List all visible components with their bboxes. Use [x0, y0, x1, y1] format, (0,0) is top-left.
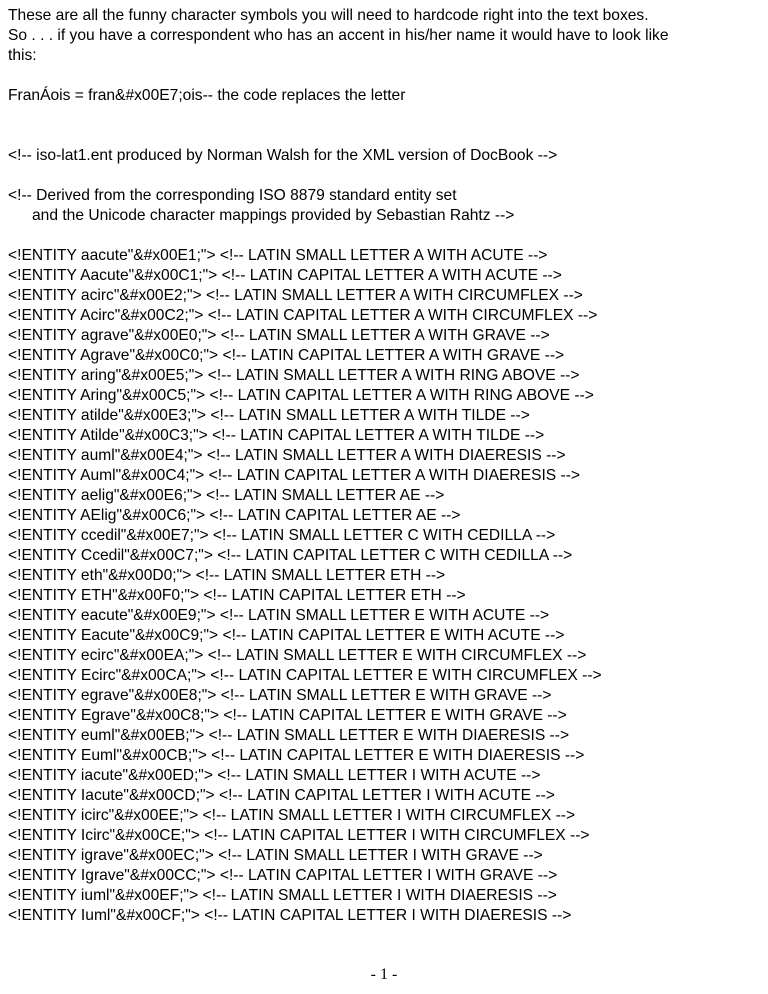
entity-line: <!ENTITY Aacute"&#x00C1;"> <!-- LATIN CAPITAL LETTER A WITH ACUTE -->	[8, 267, 562, 284]
example-line: FranÁois = fran&#x00E7;ois-- the code replaces the letter	[8, 87, 406, 104]
entity-list	[8, 246, 760, 926]
intro-line: These are all the funny character symbols you will need to hardcode right into the text boxes.	[8, 7, 649, 24]
page-number: - 1 -	[370, 966, 398, 983]
entity-line: <!ENTITY Iacute"&#x00CD;"> <!-- LATIN CAPITAL LETTER I WITH ACUTE -->	[8, 787, 555, 804]
entity-line: <!ENTITY igrave"&#x00EC;"> <!-- LATIN SMALL LETTER I WITH GRAVE -->	[8, 847, 543, 864]
entity-line: <!ENTITY eacute"&#x00E9;"> <!-- LATIN SMALL LETTER E WITH ACUTE -->	[8, 607, 550, 624]
entity-line: <!ENTITY ETH"&#x00F0;"> <!-- LATIN CAPITAL LETTER ETH -->	[8, 587, 466, 604]
entity-line: <!ENTITY euml"&#x00EB;"> <!-- LATIN SMALL LETTER E WITH DIAERESIS -->	[8, 727, 570, 744]
entity-line: <!ENTITY aelig"&#x00E6;"> <!-- LATIN SMALL LETTER AE -->	[8, 487, 445, 504]
produced-by-comment: <!-- iso-lat1.ent produced by Norman Walsh for the XML version of DocBook -->	[8, 147, 558, 164]
entity-line: <!ENTITY Agrave"&#x00C0;"> <!-- LATIN CAPITAL LETTER A WITH GRAVE -->	[8, 347, 565, 364]
entity-line: <!ENTITY acirc"&#x00E2;"> <!-- LATIN SMALL LETTER A WITH CIRCUMFLEX -->	[8, 287, 583, 304]
intro-line: this:	[8, 47, 37, 64]
entity-line: <!ENTITY Atilde"&#x00C3;"> <!-- LATIN CAPITAL LETTER A WITH TILDE -->	[8, 427, 545, 444]
entity-line: <!ENTITY ecirc"&#x00EA;"> <!-- LATIN SMALL LETTER E WITH CIRCUMFLEX -->	[8, 647, 587, 664]
derived-comment: and the Unicode character mappings provided by Sebastian Rahtz -->	[32, 207, 515, 224]
intro-line: So . . . if you have a correspondent who has an accent in his/her name it would have to look like	[8, 27, 669, 44]
entity-line: <!ENTITY ccedil"&#x00E7;"> <!-- LATIN SMALL LETTER C WITH CEDILLA -->	[8, 527, 556, 544]
entity-line: <!ENTITY Ccedil"&#x00C7;"> <!-- LATIN CAPITAL LETTER C WITH CEDILLA -->	[8, 547, 573, 564]
entity-line: <!ENTITY auml"&#x00E4;"> <!-- LATIN SMALL LETTER A WITH DIAERESIS -->	[8, 447, 566, 464]
entity-line: <!ENTITY Ecirc"&#x00CA;"> <!-- LATIN CAPITAL LETTER E WITH CIRCUMFLEX -->	[8, 667, 602, 684]
entity-line: <!ENTITY Igrave"&#x00CC;"> <!-- LATIN CAPITAL LETTER I WITH GRAVE -->	[8, 867, 558, 884]
entity-line: <!ENTITY Acirc"&#x00C2;"> <!-- LATIN CAPITAL LETTER A WITH CIRCUMFLEX -->	[8, 307, 598, 324]
entity-line: <!ENTITY Eacute"&#x00C9;"> <!-- LATIN CAPITAL LETTER E WITH ACUTE -->	[8, 627, 565, 644]
entity-line: <!ENTITY aring"&#x00E5;"> <!-- LATIN SMALL LETTER A WITH RING ABOVE -->	[8, 367, 580, 384]
entity-line: <!ENTITY iuml"&#x00EF;"> <!-- LATIN SMALL LETTER I WITH DIAERESIS -->	[8, 887, 557, 904]
entity-line: <!ENTITY Auml"&#x00C4;"> <!-- LATIN CAPITAL LETTER A WITH DIAERESIS -->	[8, 467, 581, 484]
entity-line: <!ENTITY Aring"&#x00C5;"> <!-- LATIN CAPITAL LETTER A WITH RING ABOVE -->	[8, 387, 594, 404]
entity-line: <!ENTITY Icirc"&#x00CE;"> <!-- LATIN CAPITAL LETTER I WITH CIRCUMFLEX -->	[8, 827, 590, 844]
document-page	[8, 6, 760, 926]
entity-line: <!ENTITY egrave"&#x00E8;"> <!-- LATIN SMALL LETTER E WITH GRAVE -->	[8, 687, 552, 704]
entity-line: <!ENTITY icirc"&#x00EE;"> <!-- LATIN SMALL LETTER I WITH CIRCUMFLEX -->	[8, 807, 576, 824]
entity-line: <!ENTITY Iuml"&#x00CF;"> <!-- LATIN CAPITAL LETTER I WITH DIAERESIS -->	[8, 907, 572, 924]
entity-line: <!ENTITY AElig"&#x00C6;"> <!-- LATIN CAPITAL LETTER AE -->	[8, 507, 461, 524]
entity-line: <!ENTITY aacute"&#x00E1;"> <!-- LATIN SMALL LETTER A WITH ACUTE -->	[8, 247, 548, 264]
entity-line: <!ENTITY iacute"&#x00ED;"> <!-- LATIN SMALL LETTER I WITH ACUTE -->	[8, 767, 541, 784]
entity-line: <!ENTITY Egrave"&#x00C8;"> <!-- LATIN CAPITAL LETTER E WITH GRAVE -->	[8, 707, 567, 724]
entity-line: <!ENTITY Euml"&#x00CB;"> <!-- LATIN CAPITAL LETTER E WITH DIAERESIS -->	[8, 747, 585, 764]
entity-line: <!ENTITY atilde"&#x00E3;"> <!-- LATIN SMALL LETTER A WITH TILDE -->	[8, 407, 530, 424]
entity-line: <!ENTITY eth"&#x00D0;"> <!-- LATIN SMALL LETTER ETH -->	[8, 567, 446, 584]
entity-line: <!ENTITY agrave"&#x00E0;"> <!-- LATIN SMALL LETTER A WITH GRAVE -->	[8, 327, 550, 344]
derived-comment: <!-- Derived from the corresponding ISO 8879 standard entity set	[8, 187, 457, 204]
